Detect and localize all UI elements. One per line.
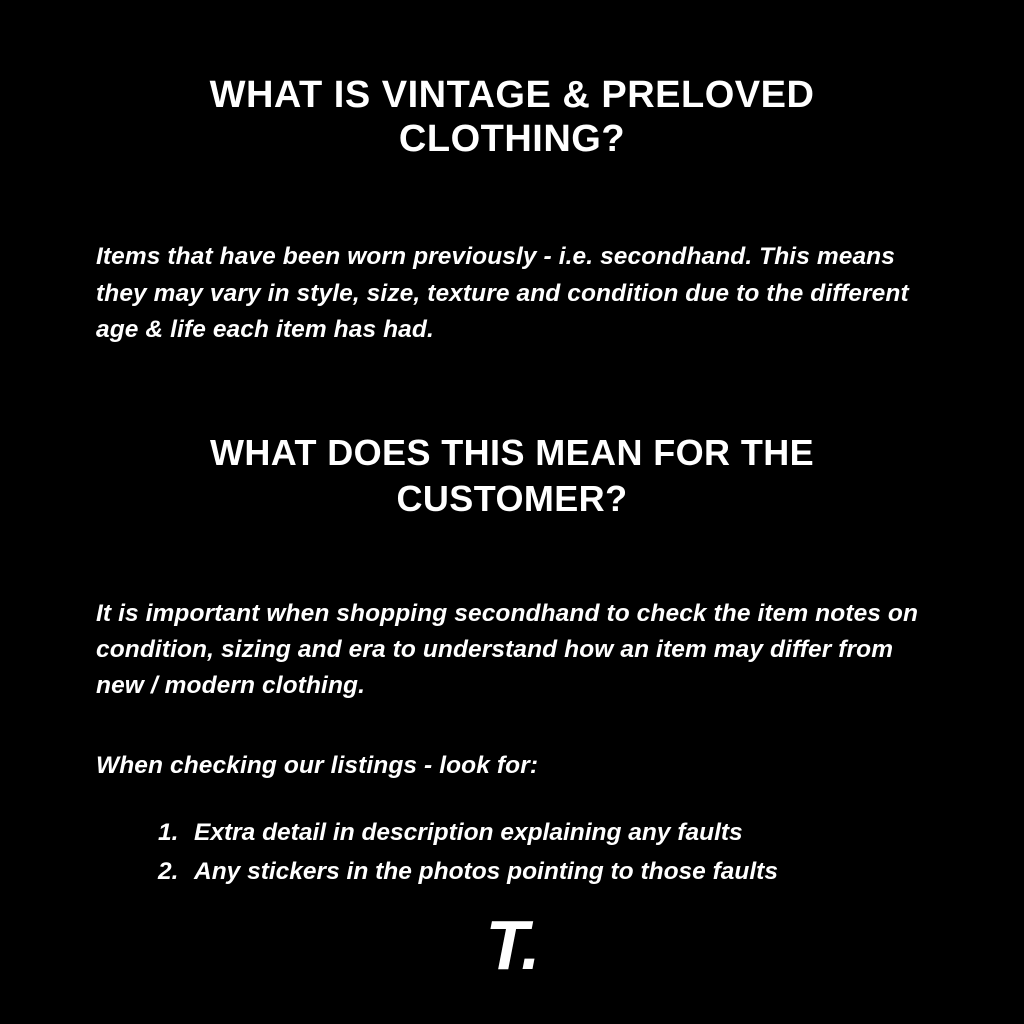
list-item: Any stickers in the photos pointing to those faults (194, 857, 778, 885)
customer-paragraph: It is important when shopping secondhand to check the item notes on condition, sizing and era to understand how an item may differ from new / modern clothing. (96, 599, 919, 700)
faults-list (96, 813, 928, 891)
list-item: Extra detail in description explaining any faults (194, 818, 743, 846)
section-title-customer: WHAT DOES THIS MEAN FOR THE CUSTOMER? (209, 432, 815, 519)
intro-paragraph: Items that have been worn previously - i.e. secondhand. This means they may vary in style, size, texture and condition due to the different age & life each item has had. (96, 243, 909, 343)
footer-logo (0, 906, 1024, 984)
checking-paragraph: When checking our listings - look for: (96, 752, 539, 780)
page-title: WHAT IS VINTAGE & PRELOVED CLOTHING? (209, 74, 815, 160)
brand-logo-icon: T. (485, 906, 539, 984)
